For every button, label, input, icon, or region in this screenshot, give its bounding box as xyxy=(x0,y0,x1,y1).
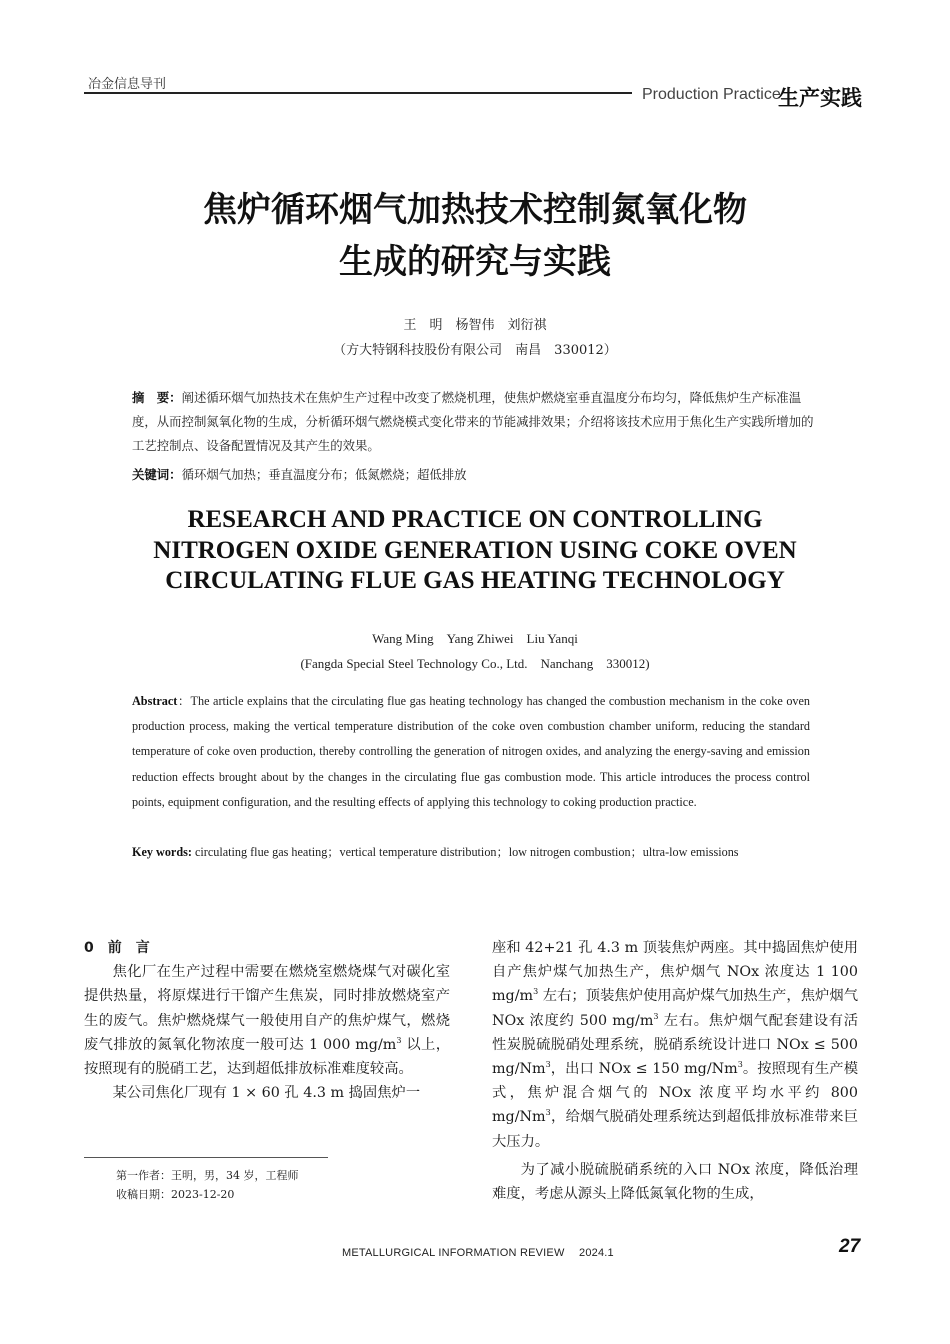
text-c: 左右。焦炉烟气配套建设有活性炭脱硫脱硝处理系统，脱硝系统设计进口 NOx ≤ 500 mg/Nm xyxy=(492,1012,858,1078)
text-b: 左右；顶装焦炉使用高炉煤气加热生产，焦炉烟气 NOx 浓度约 500 mg/m xyxy=(492,988,858,1029)
abstract-cn-label: 摘 要： xyxy=(132,390,182,405)
title-en-line1: RESEARCH AND PRACTICE ON CONTROLLING xyxy=(187,506,763,533)
text-a: 座和 42+21 孔 4.3 m 顶装焦炉两座。其中捣固焦炉使用自产焦炉煤气加热生产，焦炉烟气 NOx 浓度达 1 100 mg/m xyxy=(492,940,858,1005)
superscript: 3 xyxy=(737,1060,743,1070)
title-en-line3: CIRCULATING FLUE GAS HEATING TECHNOLOGY xyxy=(165,567,785,594)
affiliation-en: (Fangda Special Steel Technology Co., Ltd. Nanchang 330012) xyxy=(300,656,650,671)
intro-paragraph-3: 为了减小脱硫脱硝系统的入口 NOx 浓度，降低治理难度，考虑从源头上降低氮氧化物的生成， xyxy=(492,1161,858,1203)
superscript: 3 xyxy=(653,1011,659,1021)
superscript: 3 xyxy=(533,987,539,997)
body-column-right xyxy=(492,936,858,1206)
affiliation-cn: （方大特钢科技股份有限公司 南昌 330012） xyxy=(333,343,617,358)
keywords-en-label: Key words: xyxy=(132,845,192,859)
page-number: 27 xyxy=(839,1236,861,1257)
title-cn-line1: 焦炉循环烟气加热技术控制氮氧化物 xyxy=(203,190,747,230)
section-label-en: Production Practice xyxy=(642,86,781,103)
authors-en: Wang Ming Yang Zhiwei Liu Yanqi xyxy=(372,631,578,646)
abstract-cn-text: 阐述循环烟气加热技术在焦炉生产过程中改变了燃烧机理，使焦炉燃烧室垂直温度分布均匀，降低焦炉生产标准温度，从而控制氮氧化物的生成，分析循环烟气燃烧模式变化带来的节能减排效果；介绍将该技术应用于焦化生产实践所增加的工艺控制点、设备配置情况及其产生的效果。 xyxy=(132,390,814,453)
intro-paragraph-2: 某公司焦化厂现有 1 × 60 孔 4.3 m 捣固焦炉一 xyxy=(112,1085,421,1102)
header-rule xyxy=(84,92,632,94)
superscript: 3 xyxy=(545,1108,551,1118)
title-en xyxy=(0,505,950,597)
abstract-en xyxy=(132,689,810,815)
section-heading: 0 前 言 xyxy=(84,940,150,956)
section-label-cn: 生产实践 xyxy=(778,86,862,110)
text-d: ，出口 NOx ≤ 150 mg/Nm xyxy=(550,1061,738,1078)
title-cn-line2: 生成的研究与实践 xyxy=(339,242,611,282)
intro-p1-text-b: 以上，按照现有的脱硝工艺，达到超低排放标准难度较高。 xyxy=(84,1036,451,1078)
footer-journal: METALLURGICAL INFORMATION REVIEW 2024.1 xyxy=(342,1247,614,1259)
text-f: ，给烟气脱硝处理系统达到超低排放标准带来巨大压力。 xyxy=(492,1109,858,1150)
footnote xyxy=(116,1166,299,1204)
keywords-cn-label: 关键词： xyxy=(132,467,182,482)
abstract-en-text: The article explains that the circulating flue gas heating technology has changed the combustion mechanism in the coke oven production process, making the vertical temperature distribution of the coke oven combustion chamber uniform, reducing the standard temperature of coke oven production, thereby controlling the generation of nitrogen oxides, and analyzing the energy-saving and emission reduction effects brought about by the changes in the circulating flue gas combustion mode. This article introduces the process control points, equipment configuration, and the resulting effects of applying this technology to coking production practice. xyxy=(132,694,811,809)
footnote-received-date: 收稿日期：2023-12-20 xyxy=(116,1188,235,1201)
title-en-line2: NITROGEN OXIDE GENERATION USING COKE OVEN xyxy=(153,536,797,564)
superscript: 3 xyxy=(545,1060,551,1070)
abstract-cn xyxy=(132,386,818,458)
intro-p1-text-a: 焦化厂在生产过程中需要在燃烧室燃烧煤气对碳化室提供热量，将原煤进行干馏产生焦炭，同时排放燃烧室产生的废气。焦炉燃烧煤气一般使用自产的焦炉煤气，燃烧废气排放的氮氧化物浓度一般可达 1 000 mg/m xyxy=(84,964,450,1053)
keywords-en-text: circulating flue gas heating；vertical temperature distribution；low nitrogen combustion；ultra-low emissions xyxy=(191,845,739,859)
intro-paragraph-1 xyxy=(84,960,450,1081)
keywords-cn xyxy=(132,463,818,487)
keywords-cn-text: 循环烟气加热；垂直温度分布；低氮燃烧；超低排放 xyxy=(181,467,467,482)
footnote-rule xyxy=(84,1157,328,1158)
keywords-en xyxy=(132,840,810,865)
abstract-en-sep: ： xyxy=(177,694,191,708)
authors-cn: 王 明 杨智伟 刘衍祺 xyxy=(403,318,547,333)
abstract-en-label: Abstract xyxy=(132,694,178,708)
journal-name: 冶金信息导刊 xyxy=(88,77,167,92)
footnote-author: 第一作者：王明，男，34 岁，工程师 xyxy=(116,1169,299,1182)
body-column-left xyxy=(84,936,450,1105)
text-e: 。按照现有生产模式，焦炉混合烟气的 NOx 浓度平均水平约 800 mg/Nm xyxy=(492,1061,858,1126)
intro-paragraph-2-cont xyxy=(492,936,858,1154)
superscript: 3 xyxy=(396,1036,402,1046)
